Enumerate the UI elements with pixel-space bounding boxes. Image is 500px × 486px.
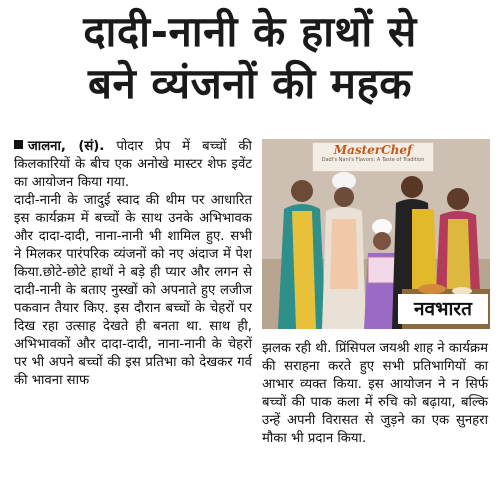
headline-line-1: दादी-नानी के हाथों से <box>83 7 417 56</box>
article-paragraph-3: झलक रही थी. प्रिंसिपल जयश्री शाह ने कार्यक्रम की सराहना करते हुए सभी प्रतिभागियों का आभार व्यक्त किया. इस आयोजन ने न सिर्फ बच्चों की पाक कला में रुचि को बढ़ाया, बल्कि उन्हें अपनी विरासत से जुड़ने का एक सुनहरा मौका भी प्रदान किया. <box>262 341 489 446</box>
headline-line-2: बने व्यंजनों की महक <box>87 59 413 108</box>
dateline: जालना, (सं). <box>28 139 105 154</box>
masterchef-banner <box>312 142 434 172</box>
article-paragraph-2: दादी-नानी के जादुई स्वाद की थीम पर आधारित इस कार्यक्रम में बच्चों के साथ उनके अभिभावक और दादा-दादी, नाना-नानी भी शामिल हुए. सभी ने मिलकर पारंपरिक व्यंजनों को नए अंदाज में पेश किया.छोटे-छोटे हाथों ने बड़े ही प्यार और लगन से दादी-नानी के बताए नुस्खों को अपनाते हुए लजीज पकवान तैयार किए. इस दौरान बच्चों के चेहरों पर दिख रहा उत्साह देखते ही बनता था. साथ ही, अभिभावकों और दादा-दादी, नाना-नानी के चेहरों पर भी अपने बच्चों की इस प्रतिभा को देखकर गर्व की भावना साफ <box>14 193 252 388</box>
banner-title: MasterChef <box>333 143 413 157</box>
article-column-left <box>14 138 252 390</box>
article-lead-text: पोदार प्रेप में बच्चों की किलकारियों के बीच एक अनोखे मास्टर शेफ इवेंट का आयोजन किया गया. <box>14 139 252 190</box>
bullet-icon <box>14 140 23 149</box>
newspaper-brand-logo: नवभारत <box>398 294 488 324</box>
headline <box>0 6 500 110</box>
article-column-right <box>262 340 488 448</box>
banner-subtitle: Dadi's Nani's Flavors: A Taste of Tradition <box>321 157 425 163</box>
article-paragraph-1 <box>14 138 252 192</box>
